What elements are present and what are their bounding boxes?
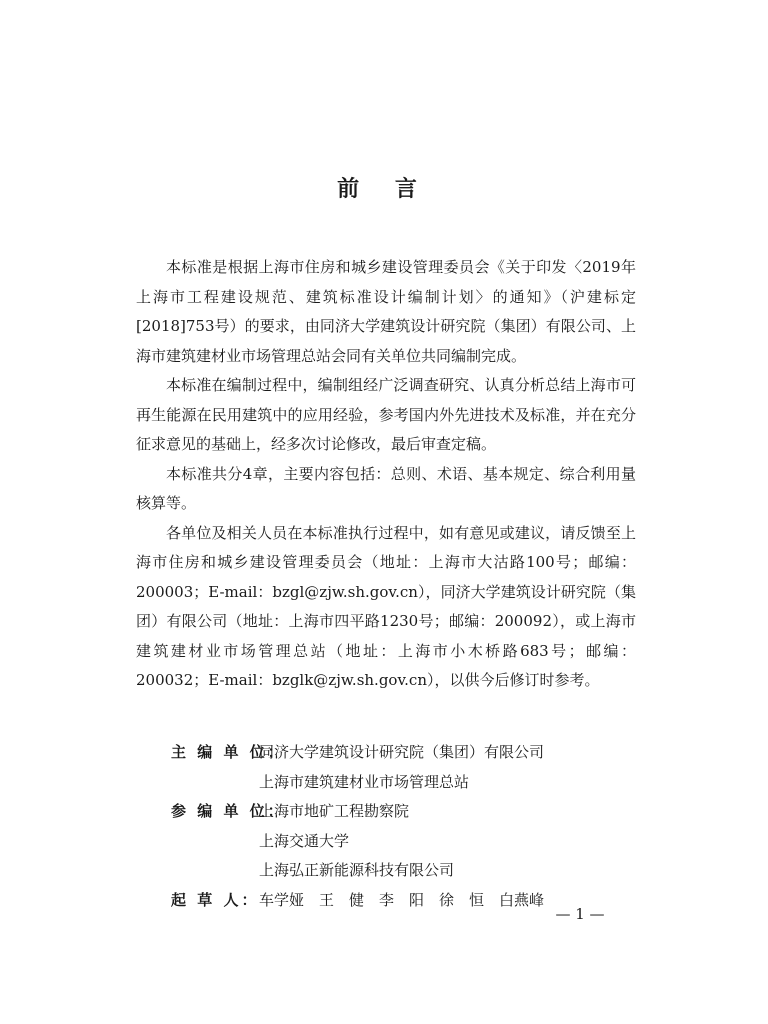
participating-unit-label: 参 编 单 位： xyxy=(171,802,286,820)
paragraph: 本标准在编制过程中，编制组经广泛调查研究、认真分析总结上海市可再生能源在民用建筑中的应用经验，参考国内外先进技术及标准，并在充分征求意见的基础上，经多次讨论修改，最后审查定稿。 xyxy=(136,376,636,453)
paragraph: 本标准共分4章，主要内容包括：总则、术语、基本规定、综合利用量核算等。 xyxy=(136,464,636,512)
chief-editor-label: 主 编 单 位： xyxy=(171,743,286,761)
drafters-label: 起 草 人： xyxy=(171,890,260,909)
paragraph: 各单位及相关人员在本标准执行过程中，如有意见或建议，请反馈至上海市住房和城乡建设管理委员会（地址：上海市大沽路100号；邮编：200003；E-mail：bzgl@zjw.sh.gov.cn），同济大学建筑设计研究院（集团）有限公司（地址：上海市四平路1230号；邮编：200092），或上海市建筑建材业市场管理总站（地址：上海市小木桥路683号；邮编：200032；E-mail：bzglk@zjw.sh.gov.cn），以供今后修订时参考。 xyxy=(136,523,636,689)
page-number: — 1 — xyxy=(555,905,605,923)
participating-unit-row xyxy=(171,797,641,886)
chief-editor-unit: 同济大学建筑设计研究院（集团）有限公司 xyxy=(259,743,545,761)
chief-editor-unit: 上海市建筑建材业市场管理总站 xyxy=(259,772,470,791)
foreword-body xyxy=(136,253,636,696)
participating-unit: 上海市地矿工程勘察院 xyxy=(259,802,410,820)
participating-unit: 上海弘正新能源科技有限公司 xyxy=(259,861,455,879)
drafters-names: 车学娅 王 健 李 阳 徐 恒 白燕峰 xyxy=(259,890,545,909)
credits-block xyxy=(171,738,641,915)
participating-unit: 上海交通大学 xyxy=(259,831,350,850)
page-title: 前 言 xyxy=(337,177,431,202)
paragraph: 本标准是根据上海市住房和城乡建设管理委员会《关于印发〈2019年上海市工程建设规范、建筑标准设计编制计划〉的通知》（沪建标定[2018]753号）的要求，由同济大学建筑设计研究院（集团）有限公司、上海市建筑建材业市场管理总站会同有关单位共同编制完成。 xyxy=(136,258,636,365)
chief-editor-row xyxy=(171,738,641,797)
